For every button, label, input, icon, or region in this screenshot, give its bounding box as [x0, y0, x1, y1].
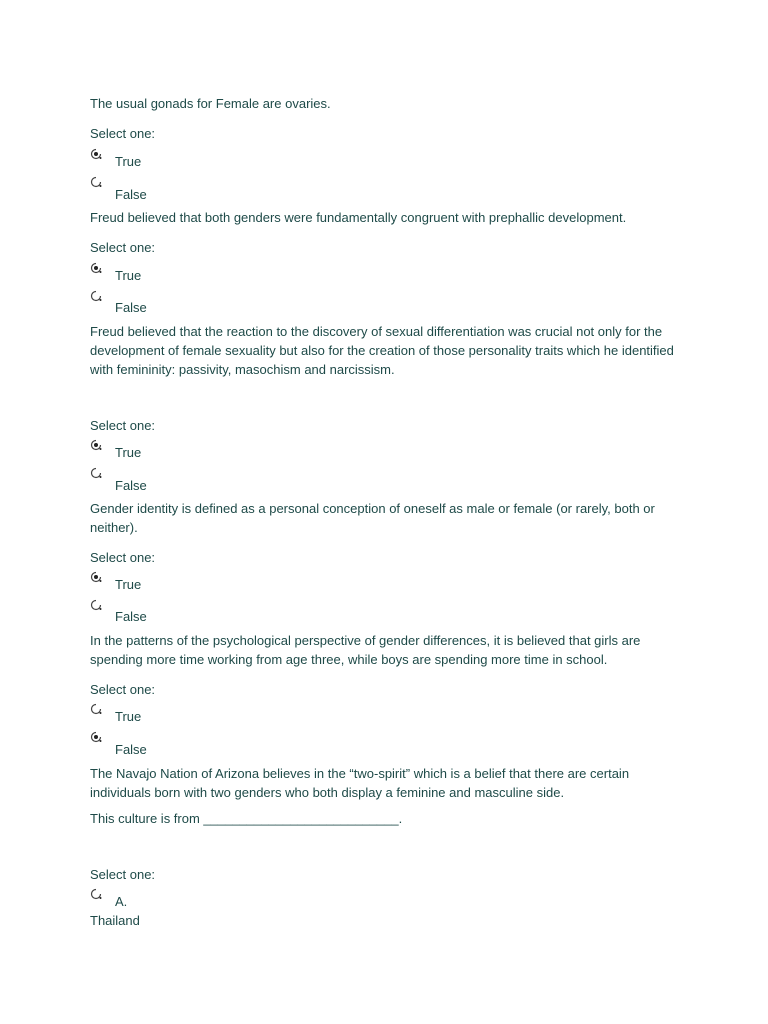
- question-4-text: Gender identity is defined as a personal conception of oneself as male or female (or rarely, both or neither).: [90, 501, 655, 535]
- radio-selected-icon[interactable]: [90, 262, 102, 274]
- question-6-text: The Navajo Nation of Arizona believes in the “two-spirit” which is a belief that there are certain individuals born with two genders who both display a feminine and masculine side.: [90, 766, 630, 800]
- question-4-select-label: Select one:: [90, 550, 156, 565]
- radio-selected-icon[interactable]: [90, 731, 102, 743]
- question-2-select-label: Select one:: [90, 240, 156, 255]
- question-2-option-true[interactable]: True: [115, 268, 142, 283]
- question-4-option-true[interactable]: True: [115, 577, 142, 592]
- radio-unselected-icon[interactable]: [90, 467, 102, 479]
- radio-selected-icon[interactable]: [90, 439, 102, 451]
- radio-selected-icon[interactable]: [90, 571, 102, 583]
- question-6-option-a[interactable]: A.: [115, 894, 128, 909]
- question-6-option-a-text: Thailand: [90, 913, 140, 928]
- question-1-option-false[interactable]: False: [115, 187, 147, 202]
- question-6-text2: This culture is from ___________________________.: [90, 811, 403, 826]
- question-5-text: In the patterns of the psychological perspective of gender differences, it is believed that girls are spending more time working from age three, while boys are spending more time in school.: [90, 633, 641, 667]
- radio-unselected-icon[interactable]: [90, 599, 102, 611]
- question-2-text: Freud believed that both genders were fundamentally congruent with prephallic development.: [90, 210, 627, 225]
- radio-unselected-icon[interactable]: [90, 290, 102, 302]
- radio-unselected-icon[interactable]: [90, 888, 102, 900]
- question-5-option-true[interactable]: True: [115, 709, 142, 724]
- radio-unselected-icon[interactable]: [90, 703, 102, 715]
- question-2-option-false[interactable]: False: [115, 300, 147, 315]
- radio-selected-icon[interactable]: [90, 148, 102, 160]
- question-3-option-false[interactable]: False: [115, 478, 147, 493]
- question-1-select-label: Select one:: [90, 126, 156, 141]
- question-6-select-label: Select one:: [90, 867, 156, 882]
- question-5-select-label: Select one:: [90, 682, 156, 697]
- question-4-option-false[interactable]: False: [115, 609, 147, 624]
- question-3-text: Freud believed that the reaction to the discovery of sexual differentiation was crucial not only for the development of female sexuality but also for the creation of those personality traits which he identified with femininity: passivity, masochism and narcissism.: [90, 324, 674, 377]
- question-1-option-true[interactable]: True: [115, 154, 142, 169]
- question-3-select-label: Select one:: [90, 418, 156, 433]
- radio-unselected-icon[interactable]: [90, 176, 102, 188]
- question-1-text: The usual gonads for Female are ovaries.: [90, 96, 331, 111]
- question-3-option-true[interactable]: True: [115, 445, 142, 460]
- question-5-option-false[interactable]: False: [115, 742, 147, 757]
